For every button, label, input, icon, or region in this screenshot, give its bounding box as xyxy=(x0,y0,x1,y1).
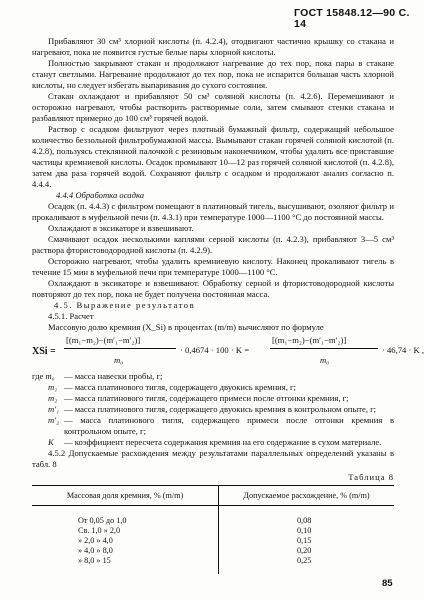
definition-symbol: m₂ xyxy=(48,393,58,403)
tolerance-table xyxy=(32,485,394,574)
section-heading-4-4-4: 4.4.4 Обработка осадка xyxy=(56,190,145,200)
definition-row xyxy=(32,415,394,437)
paragraph: Осадок (п. 4.4.3) с фильтром помещают в платиновый тигель, высушивают, озоляют фильтр и прокаливают в муфельной печи (п. 4.3.1) при температуре 1000—1100 °С до постоянной массы. xyxy=(32,201,394,222)
table-cell: От 0,05 до 1,0 xyxy=(32,506,219,527)
table-row xyxy=(32,526,394,536)
definition-text: — коэффициент пересчета содержания кремния на его содержание в сухом материале. xyxy=(64,437,382,447)
formula-numerator: [(m₁−m₂)−(m′₁−m′₂)] xyxy=(66,335,141,345)
definition-text: — масса навески пробы, г; xyxy=(64,371,163,381)
definition-row xyxy=(32,404,394,415)
fraction-bar xyxy=(64,348,176,349)
where-label: где xyxy=(32,371,44,381)
definition-symbol: m₀ xyxy=(45,371,55,381)
paragraph: Охлаждают в эксикаторе и взвешивают. xyxy=(48,223,194,233)
definition-text: — масса платинового тигля, содержащего примеси после отгонки кремния, г; xyxy=(64,393,349,403)
paragraph: Смачивают осадок несколькими каплями серной кислоты (п. 4.2.3), прибавляют 3—5 см³ раствора фтористоводородной кислоты (п. 4.2.9). xyxy=(32,234,394,255)
table-cell: 0,10 xyxy=(297,526,312,535)
fraction-bar xyxy=(270,348,378,349)
definition-symbol: m′₂ xyxy=(48,415,60,425)
table-row xyxy=(32,536,394,546)
definition-symbol: m′₁ xyxy=(48,404,60,414)
paragraph: Прибавляют 30 см³ хлорной кислоты (п. 4.2.4), отодвигают частично крышку со стакана и нагревают, пока не появится густые белые пары хлорной кислоты. xyxy=(32,36,394,57)
table-row xyxy=(32,546,394,556)
paragraph: Охлаждают в эксикаторе и взвешивают. Обработку серной и фтористоводородной кислоты повторяют до тех пор, пока не будет получена постоянная масса. xyxy=(32,278,394,299)
table-cell: » 2,0 » 4,0 xyxy=(32,536,219,546)
table-row xyxy=(32,556,394,574)
paragraph: Стакан охлаждают и прибавляют 50 см³ соляной кислоты (п. 4.2.6). Перемешивают и осторожно нагревают, чтобы растворить растворимые соли, затем смывают стенки стакана и разбавляют примерно до 100 см³ горячей водой. xyxy=(32,91,394,123)
table-cell: » 4,0 » 8,0 xyxy=(32,546,219,556)
table-cell: 0,20 xyxy=(297,546,312,555)
section-heading-4-5-1: 4.5.1. Расчет xyxy=(48,311,94,321)
variable-definitions xyxy=(32,371,394,448)
formula-rhs: · 46,74 · K , xyxy=(382,345,424,355)
document-body xyxy=(32,36,424,574)
definition-row xyxy=(32,371,394,382)
standard-header: ГОСТ 15848.12—90 С. 14 xyxy=(294,7,410,30)
formula-middle: · 0,4674 · 100 · K = xyxy=(180,345,250,355)
paragraph: Полностью закрывают стакан и продолжают нагревание до тех пор, пока пары в стакане станут светлыми. Нагревание продолжают до тех пор, пока не испарится большая часть хлорной кислоты, но следует избегать выпаривания до сухого состояния. xyxy=(32,58,394,90)
definition-row xyxy=(32,393,394,404)
column-header: Допускаемое расхождение, % (m/m) xyxy=(219,486,395,506)
formula-numerator: [(m₁−m₂)−(m′₁−m′₂)] xyxy=(272,335,347,345)
paragraph: 4.5.2 Допускаемые расхождения между результатами параллельных определений указаны в табл. 8 xyxy=(32,448,394,469)
silicon-formula xyxy=(32,335,424,369)
formula-denominator: m₀ xyxy=(320,355,330,365)
paragraph: Осторожно нагревают, чтобы удалить кремниевую кислоту. Наконец прокаливают тигель в течение 15 мин в муфельной печи при температуре 1000—1100 °С. xyxy=(32,256,394,277)
table-header-row xyxy=(32,486,394,506)
table-cell: Св. 1,0 » 2,0 xyxy=(32,526,219,536)
formula-lhs: XSi = xyxy=(32,346,56,357)
paragraph: Массовую долю кремния (X_Si) в процентах (m/m) вычисляют по формуле xyxy=(48,322,324,332)
table-cell: 0,25 xyxy=(297,556,312,565)
definition-text: — масса платинового тигля, содержащего двуокись кремния в контрольном опыте, г; xyxy=(64,404,377,414)
definition-row xyxy=(32,382,394,393)
definition-text: — масса платинового тигля, содержащего двуокись кремния, г; xyxy=(64,382,296,392)
table-cell: » 8,0 » 15 xyxy=(32,556,219,574)
table-cell: 0,08 xyxy=(297,516,312,525)
definition-symbol: m₁ xyxy=(48,382,58,392)
page-number: 85 xyxy=(382,578,393,589)
table-row xyxy=(32,506,394,527)
definition-row xyxy=(32,437,394,448)
column-header: Массовая доля кремния, % (m/m) xyxy=(32,486,219,506)
definition-text: — масса платинового тигля, содержащего примеси после отгонки кремния в контрольном опыте, г; xyxy=(64,415,394,436)
paragraph: Раствор с осадком фильтруют через плотный бумажный фильтр, содержащий небольшое количество беззольной фильтробумажной массы. Вымывают стакан горячей соляной кислотой (п. 4.2.8), пользуясь стеклянной палочкой с резиновым наконечником, чтобы удалить все приставшие частицы кремниевой кислоты. Осадок промывают 10—12 раз горячей соляной кислотой (п. 4.2.8), затем два раза горячей водой. Сохраняют фильтр с осадком и продолжают анализ согласно п. 4.4.4. xyxy=(32,124,394,189)
table-title: Таблица 8 xyxy=(348,472,394,482)
section-heading-4-5: 4.5. Выражение результатов xyxy=(54,300,196,310)
definition-symbol: K xyxy=(48,437,54,447)
table-cell: 0,15 xyxy=(297,536,312,545)
formula-denominator: m₀ xyxy=(114,355,124,365)
